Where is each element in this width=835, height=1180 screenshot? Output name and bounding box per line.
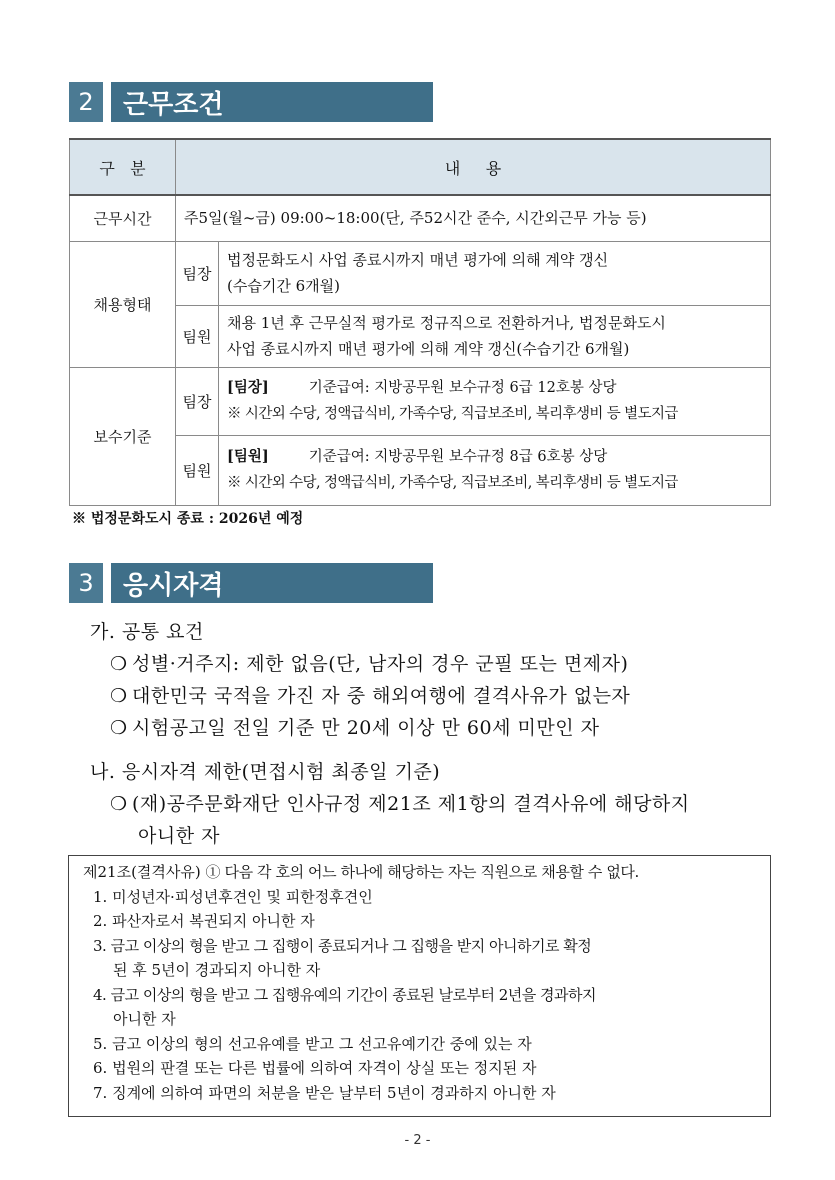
salary-member-line1	[227, 444, 762, 470]
section-3-number: 3	[69, 563, 103, 603]
salary-leader-label: 팀장	[176, 367, 219, 435]
article-item-1: 1. 미성년자·피성년후견인 및 피한정후견인	[93, 887, 373, 906]
bullet-icon: ❍	[110, 685, 128, 707]
section-3-title: 응시자격	[111, 563, 433, 603]
section-2-title: 근무조건	[111, 82, 433, 122]
employment-leader-label: 팀장	[176, 241, 219, 305]
salary-member-line2: ※ 시간외 수당, 정액급식비, 가족수당, 직급보조비, 복리후생비 등 별도지급	[227, 475, 678, 491]
article-item-7: 7. 징계에 의하여 파면의 처분을 받은 날부터 5년이 경과하지 아니한 자	[93, 1083, 556, 1102]
table-row	[70, 241, 771, 305]
employment-member-label: 팀원	[176, 305, 219, 367]
employment-leader-line1: 법정문화도시 사업 종료시까지 매년 평가에 의해 계약 갱신	[227, 251, 609, 269]
bullet-icon: ❍	[110, 793, 128, 815]
section-3-header	[69, 563, 433, 603]
list-item	[90, 712, 690, 744]
salary-leader-line2: ※ 시간외 수당, 정액급식비, 가족수당, 직급보조비, 복리후생비 등 별도지급	[227, 406, 678, 422]
employment-member-line2: 사업 종료시까지 매년 평가에 의해 계약 갱신(수습기간 6개월)	[227, 340, 630, 358]
page-number: - 2 -	[404, 1133, 431, 1148]
article-title: 제21조(결격사유)	[83, 863, 201, 881]
restrict-item-line2: 아니한 자	[138, 825, 220, 847]
employment-leader-line2: (수습기간 6개월)	[227, 277, 340, 295]
article-item-4a: 4. 금고 이상의 형을 받고 그 집행유예의 기간이 종료된 날로부터 2년을 경과하지	[93, 985, 596, 1004]
list-item	[90, 648, 690, 680]
employment-leader-text	[219, 241, 771, 305]
common-item-3: 시험공고일 전일 기준 만 20세 이상 만 60세 미만인 자	[132, 717, 600, 739]
article-item-3b: 된 후 5년이 경과되지 아니한 자	[113, 961, 321, 979]
salary-member-base: 기준급여: 지방공무원 보수규정 8급 6호봉 상당	[308, 449, 608, 465]
article-item-5: 5. 금고 이상의 형의 선고유예를 받고 그 선고유예기간 중에 있는 자	[93, 1034, 532, 1053]
header-content: 내 용	[176, 139, 771, 195]
employment-label: 채용형태	[70, 241, 176, 367]
common-heading: 가. 공통 요건	[90, 621, 204, 643]
article-intro-line	[83, 860, 760, 885]
table-row	[70, 367, 771, 435]
bullet-icon: ❍	[110, 717, 128, 739]
employment-member-text	[219, 305, 771, 367]
header-category: 구 분	[70, 139, 176, 195]
article-item-3a: 3. 금고 이상의 형을 받고 그 집행이 종료되거나 그 집행을 받지 아니하기로 확정	[93, 936, 592, 955]
salary-member-label: 팀원	[176, 435, 219, 505]
salary-member-tag: [팀원]	[227, 448, 269, 465]
article-item-6: 6. 법원의 판결 또는 다른 법률에 의하여 자격이 상실 또는 정지된 자	[93, 1059, 537, 1077]
table-row	[70, 195, 771, 241]
table-note: ※ 법정문화도시 종료 : 2026년 예정	[72, 511, 304, 527]
article-item-4b: 아니한 자	[113, 1010, 176, 1028]
article-item-2: 2. 파산자로서 복권되지 아니한 자	[93, 912, 315, 930]
table-row	[70, 435, 771, 505]
work-hours-label: 근무시간	[70, 195, 176, 241]
salary-label: 보수기준	[70, 367, 176, 505]
section-2-number: 2	[69, 82, 103, 122]
restrict-heading: 나. 응시자격 제한(면접시험 최종일 기준)	[90, 761, 441, 783]
common-item-2: 대한민국 국적을 가진 자 중 해외여행에 결격사유가 없는자	[132, 685, 631, 707]
salary-leader-tag: [팀장]	[227, 379, 269, 396]
salary-leader-line1	[227, 375, 762, 401]
table-header-row	[70, 139, 771, 195]
list-item	[90, 680, 690, 712]
salary-leader-base: 기준급여: 지방공무원 보수규정 6급 12호봉 상당	[308, 380, 617, 396]
article-21-box	[68, 855, 771, 1117]
work-hours-text: 주5일(월~금) 09:00~18:00(단, 주52시간 준수, 시간외근무 가능 등)	[176, 195, 771, 241]
common-item-1: 성별·거주지: 제한 없음(단, 남자의 경우 군필 또는 면제자)	[132, 653, 629, 675]
table-row	[70, 305, 771, 367]
salary-member-text	[219, 435, 771, 505]
article-intro: ① 다음 각 호의 어느 하나에 해당하는 자는 직원으로 채용할 수 없다.	[205, 863, 639, 881]
employment-member-line1: 채용 1년 후 근무실적 평가로 정규직으로 전환하거나, 법정문화도시	[227, 314, 666, 332]
bullet-icon: ❍	[110, 653, 128, 675]
section-2-header	[69, 82, 433, 122]
restrict-item-line1: (재)공주문화재단 인사규정 제21조 제1항의 결격사유에 해당하지	[132, 793, 690, 815]
qualifications-list	[90, 616, 690, 852]
salary-leader-text	[219, 367, 771, 435]
working-conditions-table	[69, 138, 771, 506]
list-item	[90, 788, 690, 820]
